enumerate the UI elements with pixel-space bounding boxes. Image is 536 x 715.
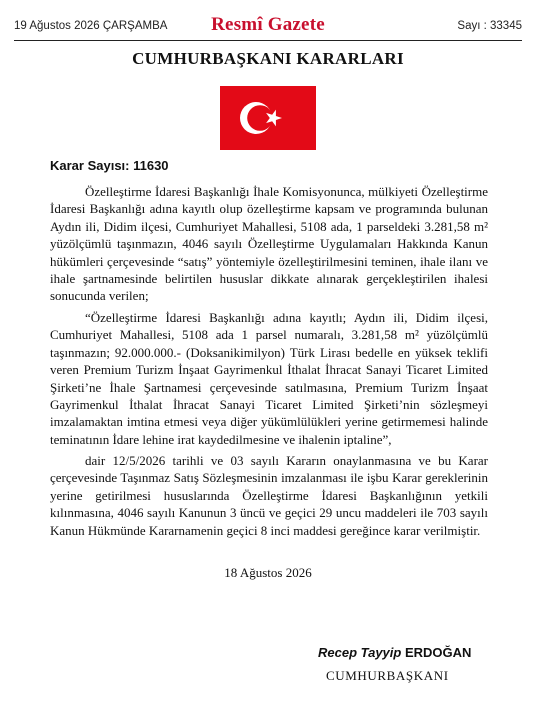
decision-number: Karar Sayısı: 11630 (50, 158, 169, 173)
paragraph-1: Özelleştirme İdaresi Başkanlığı İhale Komisyonunca, mülkiyeti Özelleştirme İdaresi Başkanlığı adına kayıtlı olup özelleştirme kapsam ve programında bulunan Aydın ili, Didim ilçesi, Cumhuriyet Mahallesi, 5108 ada, 1 parseldeki 3.281,58 m² yüzölçümlü taşınmazın, 4046 sayılı Özelleştirme Uygulamaları Hakkında Kanun hükümleri çerçevesinde “satış” yöntemiyle özelleştirilmesini teminen, ihale ilanı ve ihale şartnamesinde belirtilen hususlar dikkate alınarak gerçekleştirilen ihalesi sonucunda verilen; (50, 184, 488, 304)
header-divider (14, 40, 522, 41)
issue-number: Sayı : 33345 (457, 20, 522, 32)
decision-date: 18 Ağustos 2026 (224, 565, 312, 580)
paragraph-2: “Özelleştirme İdaresi Başkanlığı adına kayıtlı; Aydın ili, Didim ilçesi, Cumhuriyet Mahallesi, 5108 ada 1 parsel numaralı, 3.281,58 m² yüzölçümlü taşınmazın; 92.000.000.- (Doksanikimilyon) Türk Lirası bedelle en yüksek teklifi veren Premium Turizm İnşaat Gayrimenkul İthalat İhracat Sanayi Ticaret Limited Şirketi’ne İhale Şartnamesi çerçevesinde satılmasına, Premium Turizm İnşaat Gayrimenkul İthalat İhracat Sanayi Ticaret Limited Şirketi’nin sözleşmeyi imzalamaktan imtina etmesi veya diğer yükümlülükleri yerine getirmemesi halinde teminatının İdare lehine irat kaydedilmesine ve ihalenin iptaline”, (50, 310, 488, 447)
signer-title: CUMHURBAŞKANI (326, 668, 449, 683)
gazette-title: Resmî Gazete (211, 14, 325, 35)
signer-name (318, 645, 518, 660)
gazette-header (14, 14, 522, 40)
paragraph-3: dair 12/5/2026 tarihli ve 03 sayılı Kararın onaylanmasına ve bu Karar çerçevesinde Taşınmaz Satış Sözleşmesinin imzalanması ile işbu Karar gereklerinin yerine getirilmesi hususlarında Özelleştirme İdaresi Başkanlığının yetkili kılınmasına, 4046 sayılı Kanunun 3 üncü ve geçici 29 uncu maddeleri ile 703 sayılı Kanun Hükmünde Kararnamenin geçici 8 inci maddesi gereğince karar verilmiştir. (50, 453, 488, 538)
signer-surname: ERDOĞAN (404, 645, 472, 660)
signer-given-names: Recep Tayyip (318, 645, 402, 660)
turkish-flag-icon (220, 86, 316, 150)
issue-date: 19 Ağustos 2026 ÇARŞAMBA (14, 20, 168, 32)
section-title: CUMHURBAŞKANI KARARLARI (132, 49, 404, 68)
